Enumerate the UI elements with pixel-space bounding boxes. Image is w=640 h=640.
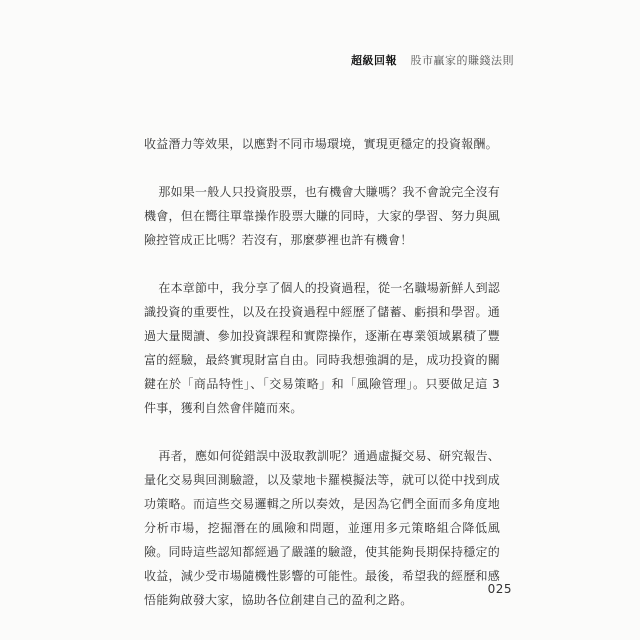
paragraph: 那如果一般人只投資股票，也有機會大賺嗎？我不會說完全沒有機會，但在嚮往單靠操作股票大賺的同時，大家的學習、努力與風險控管成正比嗎？若沒有，那麼夢裡也許有機會！: [144, 185, 500, 247]
paragraph-continuation: 收益潛力等效果，以應對不同市場環境，實現更穩定的投資報酬。: [144, 137, 498, 151]
paragraph: 再者，應如何從錯誤中汲取教訓呢？通過虛擬交易、研究報告、量化交易與回測驗證，以及蒙地卡羅模擬法等，就可以從中找到成功策略。而這些交易邏輯之所以奏效，是因為它們全面而多角度地分析市場，挖掘潛在的風險和問題，並運用多元策略組合降低風險。同時這些認知都經過了嚴謹的驗證，使其能夠長期保持穩定的收益，減少受市場隨機性影響的可能性。最後，希望我的經歷和感悟能夠啟發大家，協助各位創建自己的盈利之路。: [144, 449, 500, 607]
running-header: [351, 54, 514, 68]
book-title: 超級回報: [351, 54, 397, 67]
page-number: 025: [487, 582, 512, 596]
body-text: [144, 132, 500, 636]
chapter-title: 股市贏家的賺錢法則: [410, 54, 514, 67]
paragraph: 在本章節中，我分享了個人的投資過程，從一名職場新鮮人到認識投資的重要性，以及在投資過程中經歷了儲蓄、虧損和學習。通過大量閱讀、參加投資課程和實際操作，逐漸在專業領域累積了豐富的經驗，最終實現財富自由。同時我想強調的是，成功投資的關鍵在於「商品特性」、「交易策略」和「風險管理」。只要做足這 3 件事，獲利自然會伴隨而來。: [144, 281, 500, 415]
